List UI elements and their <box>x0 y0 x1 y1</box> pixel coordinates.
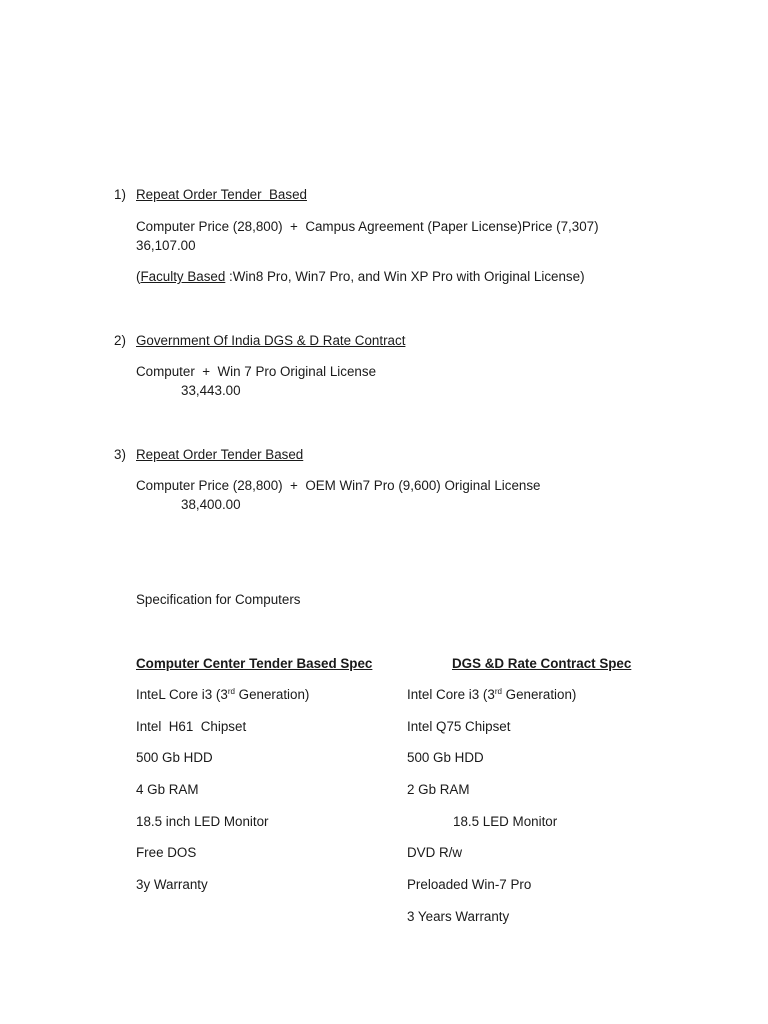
right-spec-item: Intel Q75 Chipset <box>407 719 511 734</box>
option-2-heading: Government Of India DGS & D Rate Contract <box>136 333 406 348</box>
option-3-number: 3) <box>114 447 126 462</box>
option-1-number: 1) <box>114 187 126 202</box>
right-spec-item: 18.5 LED Monitor <box>453 814 558 829</box>
option-3-price-line: Computer Price (28,800) + OEM Win7 Pro (9,600) Original License <box>136 478 541 493</box>
right-cpu-text: Intel Core i3 (3 <box>407 687 495 702</box>
option-2-number: 2) <box>114 333 126 348</box>
left-spec-item: 3y Warranty <box>136 877 208 892</box>
left-spec-item: 4 Gb RAM <box>136 782 199 797</box>
note-open-paren: ( <box>136 269 141 284</box>
right-spec-item: 500 Gb HDD <box>407 750 484 765</box>
right-cpu-superscript: rd <box>494 687 502 696</box>
right-spec-item: 3 Years Warranty <box>407 909 510 924</box>
option-3-heading: Repeat Order Tender Based <box>136 447 304 462</box>
right-spec-item: Preloaded Win-7 Pro <box>407 877 532 892</box>
option-1-heading: Repeat Order Tender Based <box>136 187 307 202</box>
right-spec-cpu <box>407 687 576 703</box>
right-spec-item: 2 Gb RAM <box>407 782 470 797</box>
left-spec-item: Free DOS <box>136 845 197 860</box>
option-2-total: 33,443.00 <box>181 383 241 398</box>
right-cpu-generation: Generation) <box>501 687 577 702</box>
note-faculty-based: Faculty Based <box>140 269 226 284</box>
option-3-total: 38,400.00 <box>181 497 241 512</box>
option-1-note <box>136 269 585 285</box>
left-cpu-text: InteL Core i3 (3 <box>136 687 228 702</box>
note-rest: :Win8 Pro, Win7 Pro, and Win XP Pro with Original License) <box>225 269 585 284</box>
left-spec-cpu <box>136 687 309 703</box>
spec-title: Specification for Computers <box>136 592 301 607</box>
left-spec-item: 18.5 inch LED Monitor <box>136 814 269 829</box>
left-spec-item: 500 Gb HDD <box>136 750 213 765</box>
right-spec-item: DVD R/w <box>407 845 463 860</box>
right-spec-heading: DGS &D Rate Contract Spec <box>452 656 632 671</box>
option-2-price-line: Computer + Win 7 Pro Original License <box>136 364 377 379</box>
left-cpu-superscript: rd <box>227 687 235 696</box>
option-1-total: 36,107.00 <box>136 238 196 253</box>
option-1-price-line: Computer Price (28,800) + Campus Agreement (Paper License)Price (7,307) <box>136 219 599 234</box>
left-spec-item: Intel H61 Chipset <box>136 719 247 734</box>
left-spec-heading: Computer Center Tender Based Spec <box>136 656 373 671</box>
left-cpu-generation: Generation) <box>234 687 310 702</box>
